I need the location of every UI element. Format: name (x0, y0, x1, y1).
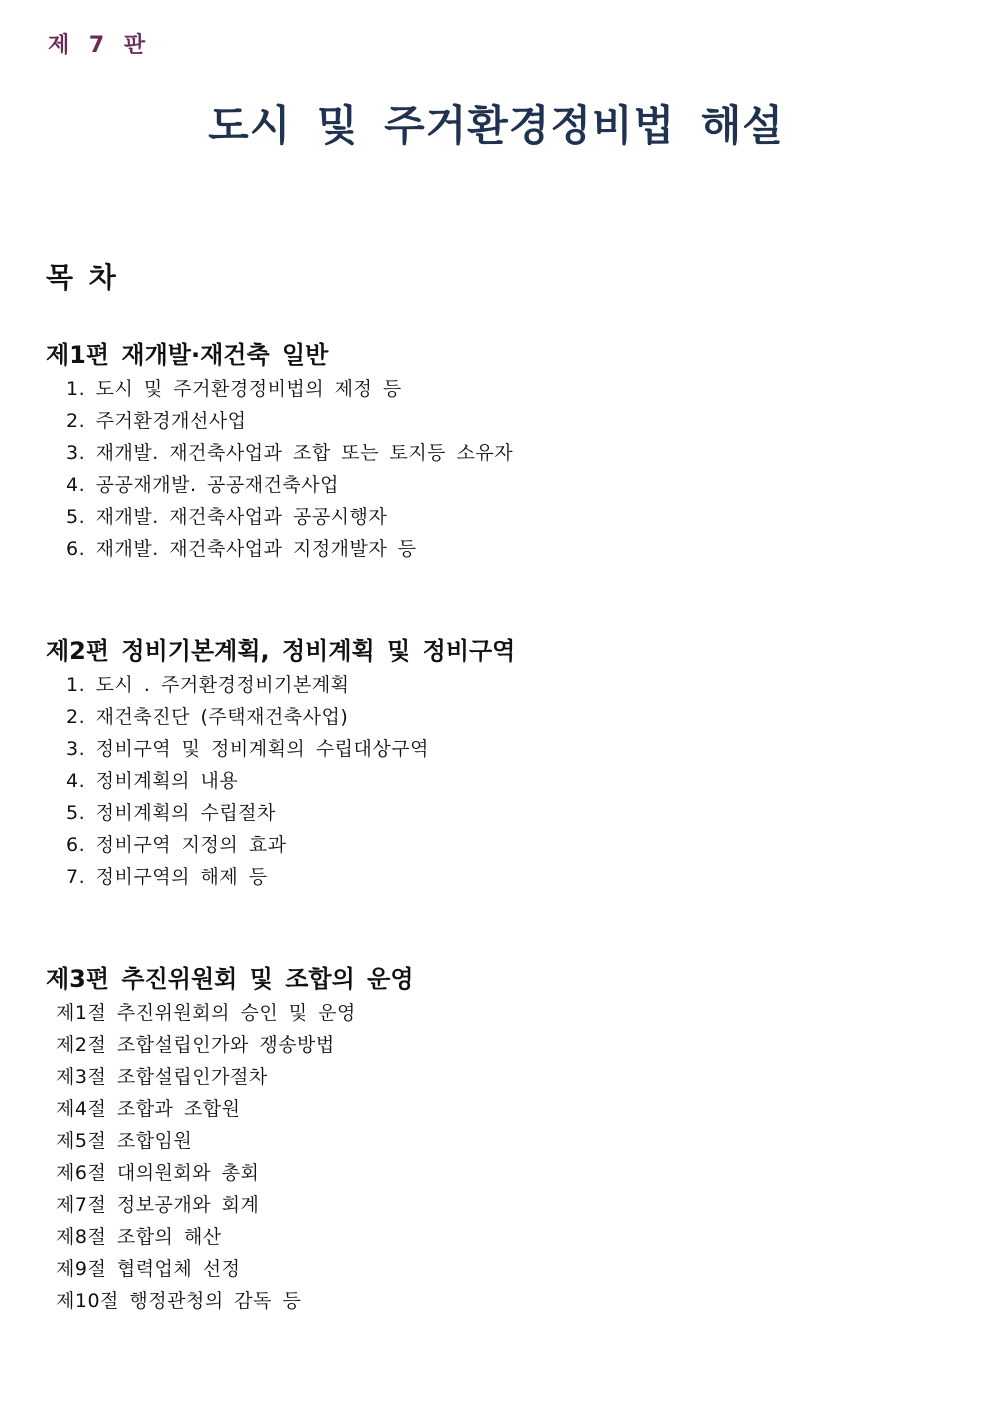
toc-item-list (46, 669, 515, 893)
toc-item: 2. 주거환경개선사업 (66, 410, 247, 432)
toc-item: 제9절 협력업체 선정 (56, 1258, 241, 1280)
toc-item: 4. 공공재개발. 공공재건축사업 (66, 474, 339, 496)
toc-part-1 (46, 337, 513, 565)
toc-item: 3. 정비구역 및 정비계획의 수립대상구역 (66, 738, 429, 760)
toc-item: 제5절 조합임원 (56, 1130, 193, 1152)
document-title: 도시 및 주거환경정비법 해설 (208, 101, 784, 150)
toc-item: 제1절 추진위원회의 승인 및 운영 (56, 1002, 356, 1024)
toc-item-list (46, 997, 414, 1317)
toc-item: 3. 재개발. 재건축사업과 조합 또는 토지등 소유자 (66, 442, 514, 464)
toc-part-3 (46, 961, 414, 1317)
toc-item: 제3절 조합설립인가절차 (56, 1066, 268, 1088)
toc-item: 제4절 조합과 조합원 (56, 1098, 241, 1120)
edition-label: 제 7 판 (48, 33, 150, 58)
toc-item: 제2절 조합설립인가와 쟁송방법 (56, 1034, 335, 1056)
toc-item: 2. 재건축진단 (주택재건축사업) (66, 706, 349, 728)
toc-item: 제6절 대의원회와 총회 (56, 1162, 260, 1184)
toc-part-2 (46, 633, 515, 893)
toc-item-list (46, 373, 513, 565)
toc-item: 제8절 조합의 해산 (56, 1226, 222, 1248)
toc-item: 6. 정비구역 지정의 효과 (66, 834, 287, 856)
toc-item: 1. 도시 및 주거환경정비법의 제정 등 (66, 378, 402, 400)
toc-item: 6. 재개발. 재건축사업과 지정개발자 등 (66, 538, 417, 560)
toc-item: 7. 정비구역의 해제 등 (66, 866, 268, 888)
toc-item: 제7절 정보공개와 회계 (56, 1194, 260, 1216)
toc-item: 제10절 행정관청의 감독 등 (56, 1290, 302, 1312)
part-title: 제2편 정비기본계획, 정비계획 및 정비구역 (46, 637, 516, 665)
part-title: 제1편 재개발·재건축 일반 (46, 341, 329, 369)
part-title: 제3편 추진위원회 및 조합의 운영 (46, 965, 414, 993)
toc-item: 1. 도시 . 주거환경정비기본계획 (66, 674, 350, 696)
toc-item: 5. 재개발. 재건축사업과 공공시행자 (66, 506, 388, 528)
toc-item: 5. 정비계획의 수립절차 (66, 802, 276, 824)
toc-item: 4. 정비계획의 내용 (66, 770, 239, 792)
toc-heading: 목 차 (46, 261, 116, 294)
